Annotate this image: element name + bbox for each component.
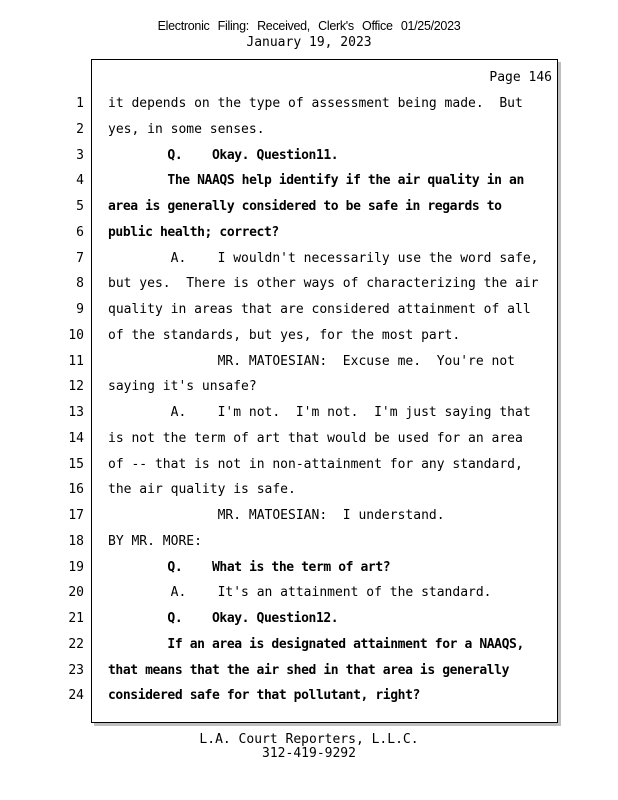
line-number: 9 [76, 302, 84, 317]
transcript-line: BY MR. MORE: [108, 533, 202, 549]
transcript-line: Q. What is the term of art? [108, 559, 391, 575]
transcript-line: considered safe for that pollutant, right? [108, 688, 420, 704]
line-number: 11 [68, 353, 84, 369]
transcript-line: of the standards, but yes, for the most part. [108, 327, 461, 343]
transcript-line: MR. MATOESIAN: Excuse me. You're not [108, 353, 515, 369]
line-number: 4 [76, 173, 84, 189]
transcript-line: The NAAQS help identify if the air quality in an [108, 173, 524, 189]
transcript-line: A. I wouldn't necessarily use the word safe, [108, 250, 539, 266]
transcript-line: of -- that is not in non-attainment for any standard, [108, 456, 523, 472]
transcript-line: Q. Okay. Question12. [108, 611, 339, 626]
line-number: 6 [76, 224, 84, 240]
line-number: 22 [68, 636, 84, 652]
transcript-date: January 19, 2023 [246, 35, 372, 50]
line-number: 16 [68, 482, 84, 498]
line-number: 2 [76, 121, 84, 137]
line-number: 23 [68, 662, 84, 678]
transcript-line: area is generally considered to be safe in regards to [108, 199, 502, 214]
line-number: 21 [68, 611, 84, 626]
footer-phone: 312-419-9292 [262, 746, 356, 761]
transcript-line: quality in areas that are considered attainment of all [108, 302, 531, 317]
line-number: 18 [68, 533, 84, 549]
transcript-line: A. It's an attainment of the standard. [108, 585, 492, 601]
transcript-line: that means that the air shed in that area is generally [108, 662, 510, 678]
transcript-line: is not the term of art that would be used for an area [108, 430, 523, 446]
line-number: 24 [68, 688, 84, 704]
line-number: 1 [76, 96, 84, 111]
transcript-line: public health; correct? [108, 224, 279, 240]
transcript-line: MR. MATOESIAN: I understand. [108, 508, 445, 523]
transcript-line: the air quality is safe. [108, 482, 296, 498]
line-number: 10 [68, 327, 84, 343]
footer-company: L.A. Court Reporters, L.L.C. [199, 732, 419, 747]
line-number: 13 [68, 405, 84, 420]
line-number: 19 [68, 559, 84, 575]
transcript-line: it depends on the type of assessment being made. But [108, 96, 523, 111]
line-number: 7 [76, 250, 84, 266]
line-number: 5 [76, 199, 84, 214]
transcript-line: Q. Okay. Question11. [108, 147, 339, 163]
line-number: 17 [68, 508, 84, 523]
line-number: 3 [76, 147, 84, 163]
transcript-line: If an area is designated attainment for a NAAQS, [108, 636, 524, 652]
transcript-line: saying it's unsafe? [108, 379, 257, 395]
transcript-line: yes, in some senses. [108, 121, 265, 137]
filing-stamp: Electronic Filing: Received, Clerk's Office 01/25/2023 [157, 19, 461, 33]
transcript-line: but yes. There is other ways of characterizing the air [108, 276, 539, 292]
line-number: 8 [76, 276, 84, 292]
page-number: Page 146 [489, 70, 552, 85]
transcript-line: A. I'm not. I'm not. I'm just saying that [108, 405, 531, 420]
line-number: 15 [68, 456, 84, 472]
line-number: 14 [68, 430, 84, 446]
line-number: 12 [68, 379, 84, 395]
line-number: 20 [68, 585, 84, 601]
